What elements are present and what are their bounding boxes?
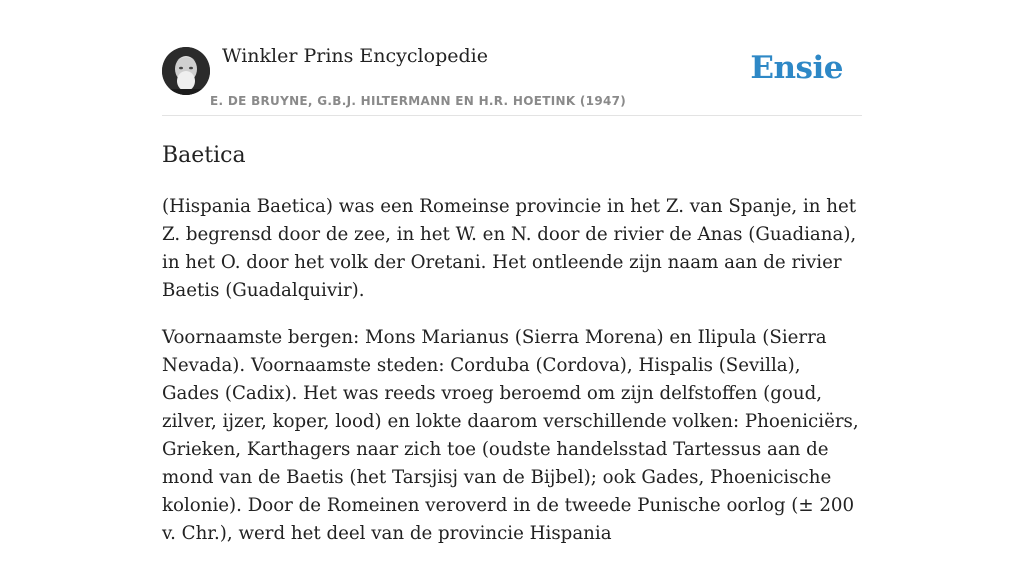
article-body [162, 193, 862, 548]
header [162, 0, 862, 116]
avatar [162, 47, 210, 95]
article-title: Baetica [162, 143, 246, 168]
authors-line: E. DE BRUYNE, G.B.J. HILTERMANN EN H.R. HOETINK (1947) [210, 94, 627, 108]
brand-logo-link[interactable]: Ensie [750, 50, 843, 86]
article-paragraph: Voornaamste bergen: Mons Marianus (Sierra Morena) en Ilipula (Sierra Nevada). Voornaamste steden: Corduba (Cordova), Hispalis (Sevilla), Gades (Cadix). Het was reeds vroeg beroemd om zijn delfstoffen (goud, zilver, ijzer, koper, lood) en lokte daarom verschillende volken: Phoeniciërs, Grieken, Karthagers naar zich toe (oudste handelsstad Tartessus aan de mond van de Baetis (het Tarsjisj van de Bijbel); ook Gades, Phoenicische kolonie). Door de Romeinen veroverd in de tweede Punische oorlog (± 200 v. Chr.), werd het deel van de provincie Hispania [162, 327, 859, 544]
page [162, 0, 862, 567]
author-portrait-icon [162, 47, 210, 95]
encyclopedia-title[interactable]: Winkler Prins Encyclopedie [222, 45, 488, 67]
article-paragraph: (Hispania Baetica) was een Romeinse provincie in het Z. van Spanje, in het Z. begrensd door de zee, in het W. en N. door de rivier de Anas (Guadiana), in het O. door het volk der Oretani. Het ontleende zijn naam aan de rivier Baetis (Guadalquivir). [162, 196, 857, 301]
